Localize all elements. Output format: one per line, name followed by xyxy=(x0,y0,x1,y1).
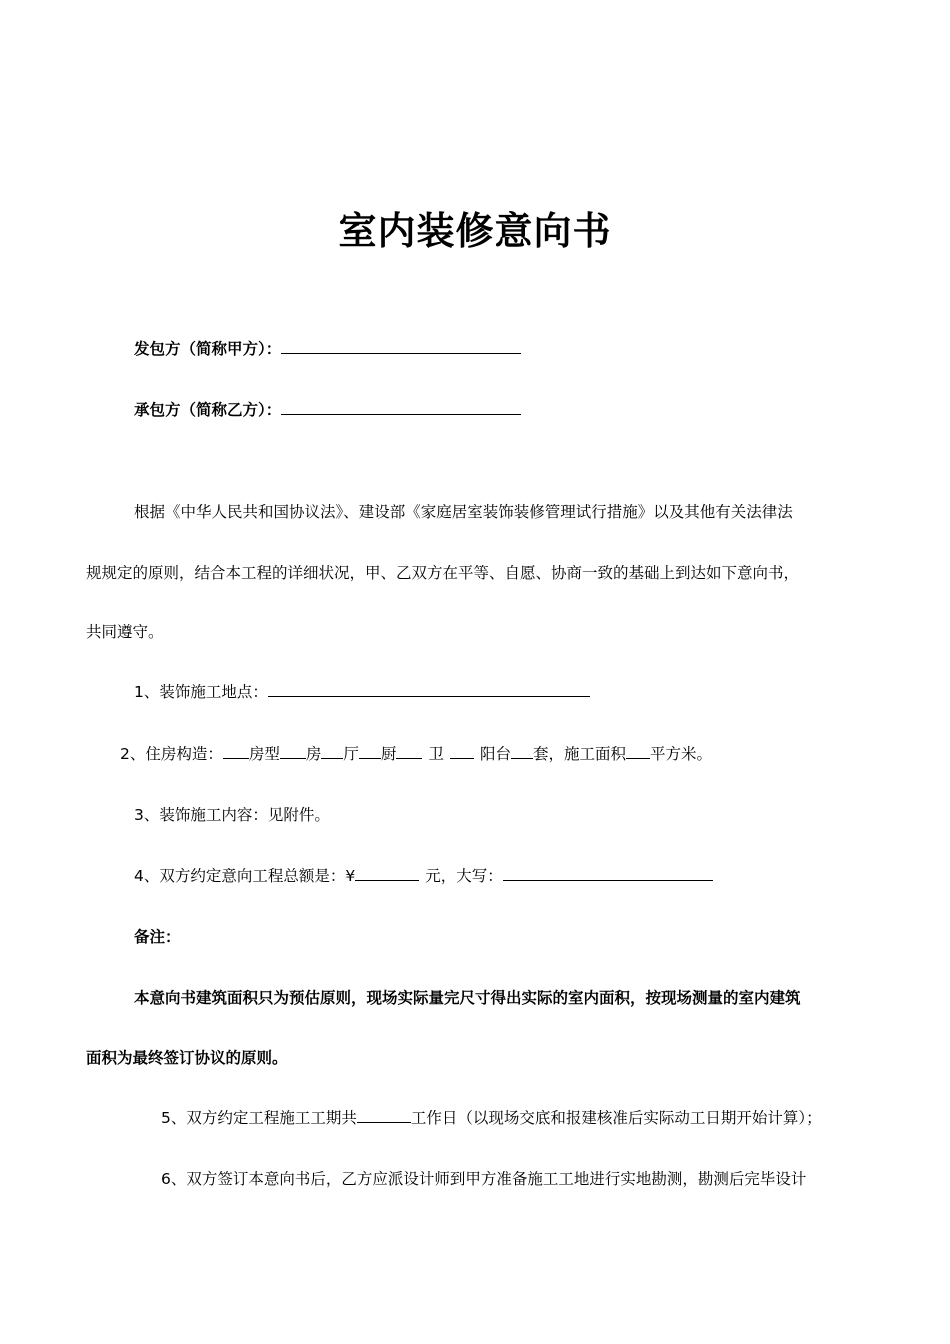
item-3-line: 3、装饰施工内容：见附件。 xyxy=(134,806,330,824)
party-b-blank[interactable] xyxy=(281,400,521,415)
party-a-blank[interactable] xyxy=(281,339,521,354)
item-2-sqm: 平方米。 xyxy=(649,745,712,763)
party-b-label: 承包方（简称乙方）： xyxy=(134,401,282,419)
item-2-halls: 厅 xyxy=(343,745,359,763)
item-6-line: 6、双方签订本意向书后，乙方应派设计师到甲方准备施工工地进行实地勘测，勘测后完毕设计 xyxy=(161,1170,807,1188)
item-5-line xyxy=(161,1108,822,1128)
party-b-line xyxy=(134,400,521,420)
intro-line-1: 根据《中华人民共和国协议法》、建设部《家庭居室装饰装修管理试行措施》以及其他有关法律法 xyxy=(134,503,793,521)
item-1-line xyxy=(134,682,590,702)
item-2-bathrooms: 卫 xyxy=(428,745,444,763)
area-blank[interactable] xyxy=(626,744,650,759)
kitchens-blank[interactable] xyxy=(359,744,381,759)
note-label: 备注： xyxy=(134,928,181,946)
item-2-kitchens: 厨 xyxy=(380,745,397,763)
note-line-1: 本意向书建筑面积只为预估原则，现场实际量完尺寸得出实际的室内面积，按现场测量的室内建筑 xyxy=(134,989,801,1007)
note-line-2: 面积为最终签订协议的原则。 xyxy=(86,1049,288,1067)
item-2-balconies: 阳台 xyxy=(479,745,511,763)
item-4-yuan: 元，大写： xyxy=(425,867,503,885)
party-a-line xyxy=(134,339,521,359)
item-2-units-area: 套，施工面积 xyxy=(532,745,626,763)
construction-site-blank[interactable] xyxy=(268,682,590,697)
balconies-blank[interactable] xyxy=(450,744,474,759)
item-5-suffix: 工作日（以现场交底和报建核准后实际动工日期开始计算）； xyxy=(410,1109,822,1127)
item-2-house-type: 房型 xyxy=(248,745,280,763)
item-2-prefix: 2、住房构造： xyxy=(120,745,223,763)
units-blank[interactable] xyxy=(511,744,533,759)
amount-words-blank[interactable] xyxy=(503,866,713,881)
rooms-blank[interactable] xyxy=(280,744,306,759)
house-type-blank[interactable] xyxy=(223,744,249,759)
item-4-line xyxy=(134,866,713,886)
party-a-label: 发包方（简称甲方）： xyxy=(134,340,282,358)
intro-line-2: 规规定的原则，结合本工程的详细状况，甲、乙双方在平等、自愿、协商一致的基础上到达如下意向书， xyxy=(86,564,800,582)
item-5-prefix: 5、双方约定工程施工工期共 xyxy=(161,1109,357,1127)
item-2-rooms: 房 xyxy=(305,745,322,763)
bathrooms-blank[interactable] xyxy=(396,744,422,759)
intro-line-3: 共同遵守。 xyxy=(86,623,164,641)
halls-blank[interactable] xyxy=(321,744,343,759)
item-2-line xyxy=(120,744,712,764)
workdays-blank[interactable] xyxy=(357,1108,411,1123)
document-title: 室内装修意向书 xyxy=(338,208,612,253)
item-1-label: 1、装饰施工地点： xyxy=(134,683,268,701)
item-4-prefix: 4、双方约定意向工程总额是：¥ xyxy=(134,867,356,885)
amount-blank[interactable] xyxy=(355,866,419,881)
